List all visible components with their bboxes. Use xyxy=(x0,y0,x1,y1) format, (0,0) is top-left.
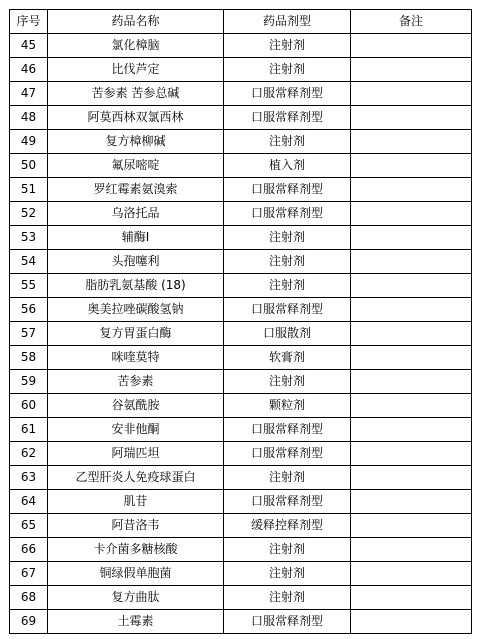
cell-drug-name: 罗红霉素氨溴索 xyxy=(48,178,224,202)
table-row xyxy=(10,250,472,274)
cell-note xyxy=(351,418,472,442)
cell-drug-name: 乌洛托品 xyxy=(48,202,224,226)
table-row xyxy=(10,130,472,154)
cell-dosage-form: 口服常释剂型 xyxy=(224,202,351,226)
cell-note xyxy=(351,226,472,250)
cell-note xyxy=(351,322,472,346)
cell-seq: 47 xyxy=(10,82,48,106)
table-row xyxy=(10,370,472,394)
cell-note xyxy=(351,178,472,202)
cell-seq: 54 xyxy=(10,250,48,274)
table-row xyxy=(10,418,472,442)
cell-drug-name: 土霉素 xyxy=(48,610,224,634)
header-row xyxy=(10,10,472,34)
cell-drug-name: 氟尿嘧啶 xyxy=(48,154,224,178)
cell-seq: 61 xyxy=(10,418,48,442)
cell-seq: 45 xyxy=(10,34,48,58)
cell-drug-name: 咪喹莫特 xyxy=(48,346,224,370)
cell-seq: 64 xyxy=(10,490,48,514)
cell-seq: 63 xyxy=(10,466,48,490)
cell-drug-name: 铜绿假单胞菌 xyxy=(48,562,224,586)
cell-note xyxy=(351,466,472,490)
table-row xyxy=(10,106,472,130)
cell-drug-name: 复方樟柳碱 xyxy=(48,130,224,154)
cell-dosage-form: 注射剂 xyxy=(224,562,351,586)
cell-note xyxy=(351,562,472,586)
cell-dosage-form: 口服常释剂型 xyxy=(224,490,351,514)
cell-note xyxy=(351,250,472,274)
cell-note xyxy=(351,370,472,394)
cell-drug-name: 卡介菌多糖核酸 xyxy=(48,538,224,562)
cell-dosage-form: 口服常释剂型 xyxy=(224,418,351,442)
cell-drug-name: 苦参素 苦参总碱 xyxy=(48,82,224,106)
table-row xyxy=(10,586,472,610)
cell-dosage-form: 口服常释剂型 xyxy=(224,178,351,202)
cell-dosage-form: 软膏剂 xyxy=(224,346,351,370)
header-name: 药品名称 xyxy=(48,10,224,34)
cell-drug-name: 头孢噻利 xyxy=(48,250,224,274)
table-row xyxy=(10,442,472,466)
cell-seq: 51 xyxy=(10,178,48,202)
cell-note xyxy=(351,130,472,154)
table-row xyxy=(10,178,472,202)
cell-seq: 62 xyxy=(10,442,48,466)
cell-note xyxy=(351,202,472,226)
header-seq: 序号 xyxy=(10,10,48,34)
cell-seq: 65 xyxy=(10,514,48,538)
cell-dosage-form: 注射剂 xyxy=(224,58,351,82)
cell-seq: 67 xyxy=(10,562,48,586)
cell-drug-name: 谷氨酰胺 xyxy=(48,394,224,418)
cell-seq: 50 xyxy=(10,154,48,178)
drug-table xyxy=(9,9,472,634)
table-row xyxy=(10,82,472,106)
cell-note xyxy=(351,298,472,322)
cell-seq: 52 xyxy=(10,202,48,226)
table-row xyxy=(10,322,472,346)
table-row xyxy=(10,34,472,58)
table-row xyxy=(10,298,472,322)
table-row xyxy=(10,394,472,418)
cell-dosage-form: 注射剂 xyxy=(224,226,351,250)
cell-dosage-form: 口服常释剂型 xyxy=(224,442,351,466)
cell-seq: 58 xyxy=(10,346,48,370)
cell-seq: 68 xyxy=(10,586,48,610)
cell-drug-name: 脂肪乳氨基酸 (18) xyxy=(48,274,224,298)
table-row xyxy=(10,466,472,490)
cell-drug-name: 苦参素 xyxy=(48,370,224,394)
table-row xyxy=(10,346,472,370)
cell-dosage-form: 口服常释剂型 xyxy=(224,82,351,106)
cell-drug-name: 阿莫西林双氯西林 xyxy=(48,106,224,130)
table-row xyxy=(10,58,472,82)
cell-note xyxy=(351,82,472,106)
cell-drug-name: 肌苷 xyxy=(48,490,224,514)
table-row xyxy=(10,226,472,250)
cell-seq: 59 xyxy=(10,370,48,394)
header-form: 药品剂型 xyxy=(224,10,351,34)
cell-drug-name: 氯化樟脑 xyxy=(48,34,224,58)
cell-seq: 56 xyxy=(10,298,48,322)
table-row xyxy=(10,514,472,538)
cell-dosage-form: 注射剂 xyxy=(224,250,351,274)
cell-drug-name: 奥美拉唑碳酸氢钠 xyxy=(48,298,224,322)
cell-dosage-form: 口服常释剂型 xyxy=(224,610,351,634)
cell-dosage-form: 口服散剂 xyxy=(224,322,351,346)
cell-note xyxy=(351,610,472,634)
cell-dosage-form: 颗粒剂 xyxy=(224,394,351,418)
cell-note xyxy=(351,586,472,610)
cell-dosage-form: 注射剂 xyxy=(224,370,351,394)
cell-drug-name: 辅酶Ⅰ xyxy=(48,226,224,250)
table-row xyxy=(10,490,472,514)
cell-note xyxy=(351,106,472,130)
cell-seq: 46 xyxy=(10,58,48,82)
cell-note xyxy=(351,58,472,82)
table-body xyxy=(10,34,472,634)
cell-drug-name: 安非他酮 xyxy=(48,418,224,442)
cell-seq: 66 xyxy=(10,538,48,562)
cell-note xyxy=(351,538,472,562)
cell-seq: 49 xyxy=(10,130,48,154)
cell-seq: 57 xyxy=(10,322,48,346)
header-note: 备注 xyxy=(351,10,472,34)
cell-dosage-form: 注射剂 xyxy=(224,274,351,298)
cell-note xyxy=(351,490,472,514)
cell-dosage-form: 注射剂 xyxy=(224,130,351,154)
cell-note xyxy=(351,346,472,370)
table-row xyxy=(10,610,472,634)
cell-drug-name: 复方曲肽 xyxy=(48,586,224,610)
cell-drug-name: 阿瑞匹坦 xyxy=(48,442,224,466)
cell-dosage-form: 口服常释剂型 xyxy=(224,298,351,322)
cell-note xyxy=(351,34,472,58)
cell-dosage-form: 注射剂 xyxy=(224,538,351,562)
table-row xyxy=(10,562,472,586)
cell-seq: 69 xyxy=(10,610,48,634)
table-row xyxy=(10,202,472,226)
cell-drug-name: 乙型肝炎人免疫球蛋白 xyxy=(48,466,224,490)
table-row xyxy=(10,274,472,298)
cell-seq: 60 xyxy=(10,394,48,418)
cell-seq: 55 xyxy=(10,274,48,298)
cell-note xyxy=(351,514,472,538)
cell-note xyxy=(351,442,472,466)
cell-drug-name: 复方胃蛋白酶 xyxy=(48,322,224,346)
cell-note xyxy=(351,394,472,418)
cell-dosage-form: 注射剂 xyxy=(224,34,351,58)
cell-drug-name: 比伐芦定 xyxy=(48,58,224,82)
cell-dosage-form: 缓释控释剂型 xyxy=(224,514,351,538)
cell-note xyxy=(351,154,472,178)
cell-seq: 48 xyxy=(10,106,48,130)
cell-note xyxy=(351,274,472,298)
cell-dosage-form: 注射剂 xyxy=(224,466,351,490)
cell-dosage-form: 植入剂 xyxy=(224,154,351,178)
cell-seq: 53 xyxy=(10,226,48,250)
table-row xyxy=(10,538,472,562)
cell-dosage-form: 口服常释剂型 xyxy=(224,106,351,130)
table-row xyxy=(10,154,472,178)
cell-drug-name: 阿昔洛韦 xyxy=(48,514,224,538)
cell-dosage-form: 注射剂 xyxy=(224,586,351,610)
